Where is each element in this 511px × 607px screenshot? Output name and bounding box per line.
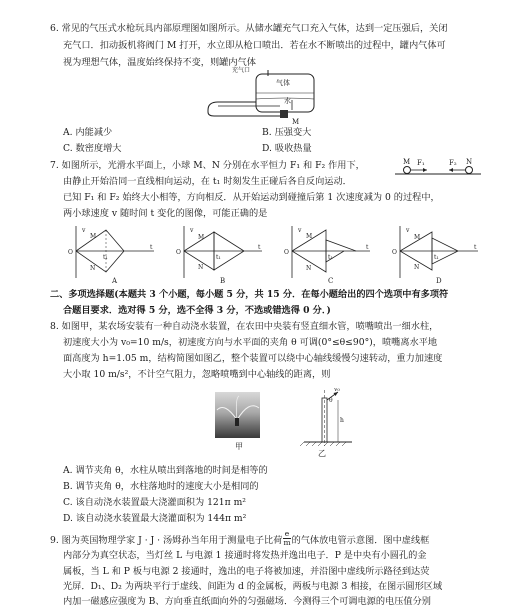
q7-line-2: 由静止开始沿同一直线相向运动，在 t₁ 时刻发生正碰后各自反向运动． bbox=[63, 176, 352, 187]
q6-line-3: 视为理想气体，温度始终保持不变，则罐内气体 bbox=[63, 57, 256, 68]
q8-option-b: B. 调节夹角 θ，水柱落地时的速度大小是相同的 bbox=[63, 481, 259, 492]
section-2-heading: 二、多项选择题(本题共 3 个小题，每小题 5 分，共 15 分．在每小题给出的四个选项中有多项符 bbox=[50, 289, 449, 300]
q8-line-4: 大小取 10 m/s²，不计空气阻力，忽略喷嘴到中心轴线的距离，则 bbox=[63, 369, 331, 380]
q7-inset-figure bbox=[393, 157, 483, 179]
h-label: h bbox=[340, 417, 344, 424]
svg-text:t₁: t₁ bbox=[103, 254, 108, 261]
figure-yi-label: 乙 bbox=[318, 449, 326, 458]
sprinkler-photo-overlay bbox=[215, 392, 260, 438]
q6-option-a: A. 内能减少 bbox=[63, 127, 113, 138]
svg-text:t: t bbox=[366, 244, 369, 251]
q8-line-1: 8. 如图甲，某农场安装有一种自动浇水装置，在农田中央装有竖直细水管，喷嘴喷出一细水柱， bbox=[50, 321, 439, 332]
svg-text:N: N bbox=[414, 264, 420, 271]
inset-n: N bbox=[466, 158, 473, 166]
graph-a bbox=[68, 226, 154, 278]
svg-text:t: t bbox=[258, 244, 261, 251]
q9-line-2: 内部分为真空状态，当灯丝 L 与电源 1 接通时将发热并逸出电子．P 是中央有小圆孔的金 bbox=[63, 550, 427, 561]
water-gun-diagram bbox=[200, 66, 350, 126]
q8-option-a: A. 调节夹角 θ，水柱从喷出到落地的时间是相等的 bbox=[63, 465, 268, 476]
svg-text:v: v bbox=[82, 227, 86, 234]
q8-option-d: D. 该自动浇水装置最大浇灌面积为 144π m² bbox=[63, 513, 247, 524]
q7-line-3: 已知 F₁ 和 F₂ 始终大小相等，方向相反．从开始运动到碰撞后第 1 次速度减为 0 的过程中， bbox=[63, 192, 440, 203]
svg-text:t₁: t₁ bbox=[328, 254, 333, 261]
q6-line-2: 充气口．扣动扳机将阀门 M 打开，水立即从枪口喷出．若在水不断喷出的过程中，罐内气体可 bbox=[63, 40, 446, 51]
q6-line-1: 6. 常见的气压式水枪玩具内部原理图如图所示。从储水罐充气口充入气体，达到一定压强后，关闭 bbox=[50, 23, 448, 34]
svg-text:t₁: t₁ bbox=[216, 254, 221, 261]
gas-label: 气体 bbox=[276, 79, 290, 87]
q7-line-4: 两小球速度 v 随时间 t 变化的图像，可能正确的是 bbox=[63, 208, 268, 219]
inlet-label: 充气口 bbox=[232, 67, 251, 74]
svg-text:O: O bbox=[284, 249, 289, 256]
q6-option-d: D. 吸收热量 bbox=[262, 143, 312, 154]
theta-label: θ bbox=[329, 397, 333, 404]
svg-text:M: M bbox=[414, 234, 421, 241]
svg-text:M: M bbox=[198, 234, 205, 241]
figure-jia-label: 甲 bbox=[235, 442, 243, 451]
svg-text:N: N bbox=[90, 265, 96, 272]
q9-line-1-post: 的气体放电管示意图．图中虚线框 bbox=[291, 535, 430, 546]
svg-text:v: v bbox=[298, 227, 302, 234]
inset-m: M bbox=[403, 158, 411, 166]
q7-line-1: 7. 如图所示，光滑水平面上，小球 M、N 分别在水平恒力 F₁ 和 F₂ 作用下， bbox=[50, 160, 365, 171]
q6-option-b: B. 压强变大 bbox=[262, 127, 312, 138]
svg-text:t₁: t₁ bbox=[434, 254, 439, 261]
svg-text:N: N bbox=[198, 264, 204, 271]
q9-line-5: 内加一磁感应强度为 B、方向垂直纸面向外的匀强磁场．今测得三个可调电源的电压值分别 bbox=[63, 596, 431, 607]
svg-text:M: M bbox=[90, 233, 97, 240]
q9-frac-num: e bbox=[284, 529, 290, 538]
graph-c bbox=[284, 226, 370, 278]
q8-line-3: 面高度为 h=1.05 m，结构简图如图乙，整个装置可以绕中心轴线缓慢匀速转动，重力加速度 bbox=[63, 353, 443, 364]
q9-line-1 bbox=[50, 529, 430, 549]
water-label: 水 bbox=[284, 97, 291, 105]
q9-line-3: 属板，当 L 和 P 板与电源 2 接通时，逸出的电子将被加速，并沿图中虚线所示路径到达荧 bbox=[63, 566, 430, 577]
graph-label-d: D bbox=[436, 277, 442, 284]
svg-text:M: M bbox=[306, 233, 313, 240]
q8-option-c: C. 该自动浇水装置最大浇灌面积为 121π m² bbox=[63, 497, 246, 508]
section-2-heading-2: 合题目要求．选对得 5 分，选不全得 3 分，不选或错选得 0 分．) bbox=[63, 305, 331, 316]
graph-label-b: B bbox=[220, 277, 226, 284]
svg-text:v: v bbox=[190, 227, 194, 234]
svg-text:t: t bbox=[150, 244, 153, 251]
valve-label: M bbox=[292, 118, 300, 126]
svg-text:t: t bbox=[474, 244, 477, 251]
svg-text:O: O bbox=[392, 249, 397, 256]
inset-f1: F₁ bbox=[417, 159, 425, 167]
svg-text:N: N bbox=[306, 265, 312, 272]
svg-text:O: O bbox=[68, 249, 73, 256]
q6-option-c: C. 数密度增大 bbox=[63, 143, 122, 154]
q7-graphs bbox=[62, 222, 492, 284]
q9-frac-den: m bbox=[283, 538, 291, 547]
q9-line-4: 光屏．D₁、D₂ 为两块平行于虚线、间距为 d 的金属板，两板与电源 3 相接，在图示圆形区域 bbox=[63, 581, 443, 592]
inset-f2: F₂ bbox=[449, 159, 457, 167]
svg-text:O: O bbox=[176, 249, 181, 256]
graph-label-c: C bbox=[328, 277, 334, 284]
graph-d bbox=[392, 226, 478, 278]
v0-label: v₀ bbox=[334, 388, 340, 393]
graph-label-a: A bbox=[112, 277, 118, 284]
q9-line-1-pre: 9. 图为英国物理学家 J · J · 汤姆孙当年用于测量电子比荷 bbox=[50, 535, 283, 546]
graph-b bbox=[176, 226, 262, 278]
sprinkler-structure-diagram bbox=[300, 388, 355, 448]
svg-text:v: v bbox=[406, 227, 410, 234]
q8-line-2: 初速度大小为 v₀=10 m/s，初速度方向与水平面的夹角 θ 可调(0°≤θ≤90°)，喷嘴离水平地 bbox=[63, 337, 438, 348]
